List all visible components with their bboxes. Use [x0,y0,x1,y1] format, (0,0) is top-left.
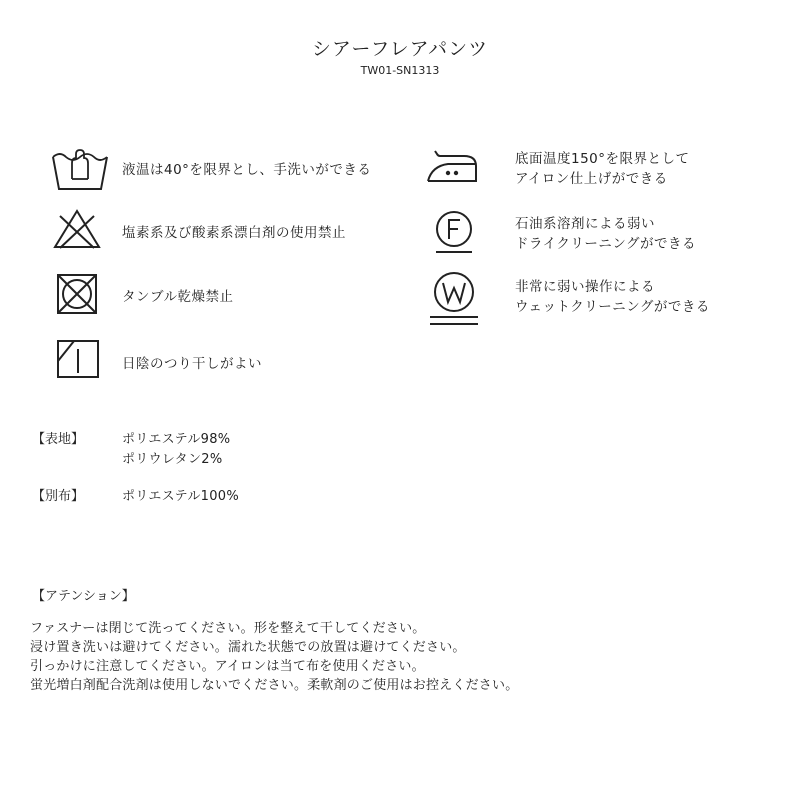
care-text-no-bleach: 塩素系及び酸素系漂白剤の使用禁止 [122,225,346,241]
care-text-iron-line2: アイロン仕上げができる [515,171,668,187]
wet-clean-very-gentle-icon [428,270,480,328]
care-text-dry-clean-line1: 石油系溶剤による弱い [515,216,655,232]
care-text-shade-dry: 日陰のつり干しがよい [122,356,262,372]
dry-clean-f-icon [430,208,480,256]
sub-fabric-line1: ポリエステル100% [122,489,239,504]
product-title: シアーフレアパンツ [311,38,489,60]
attention-line: 蛍光増白剤配合洗剤は使用しないでください。柔軟剤のご使用はお控えください。 [30,678,519,693]
care-text-wet-clean-line1: 非常に弱い操作による [515,279,655,295]
shade-line-dry-icon [56,339,100,379]
care-text-dry-clean [515,214,696,254]
attention-line: ファスナーは閉じて洗ってください。形を整えて干してください。 [30,621,426,636]
attention-line: 引っかけに注意してください。アイロンは当て布を使用ください。 [30,659,425,674]
attention-title: 【アテンション】 [32,589,135,604]
iron-150-icon [424,148,480,184]
care-text-dry-clean-line2: ドライクリーニングができる [515,236,697,252]
outer-fabric-line2: ポリウレタン2% [122,452,223,467]
no-tumble-dry-icon [55,272,99,316]
care-text-hand-wash: 液温は40°を限界とし、手洗いができる [122,162,372,178]
no-bleach-icon [52,208,102,250]
care-text-wet-clean [515,277,710,317]
hand-wash-40-icon [50,145,110,193]
outer-fabric-label: 【表地】 [32,432,85,447]
sub-fabric-label: 【別布】 [32,489,85,504]
care-text-iron [515,149,690,189]
care-text-wet-clean-line2: ウェットクリーニングができる [515,299,710,315]
product-code: TW01-SN1313 [360,64,440,77]
outer-fabric-line1: ポリエステル98% [122,432,231,447]
care-text-no-tumble: タンブル乾燥禁止 [122,289,234,305]
care-text-iron-line1: 底面温度150°を限界として [515,151,690,167]
attention-line: 浸け置き洗いは避けてください。濡れた状態での放置は避けてください。 [30,640,466,655]
